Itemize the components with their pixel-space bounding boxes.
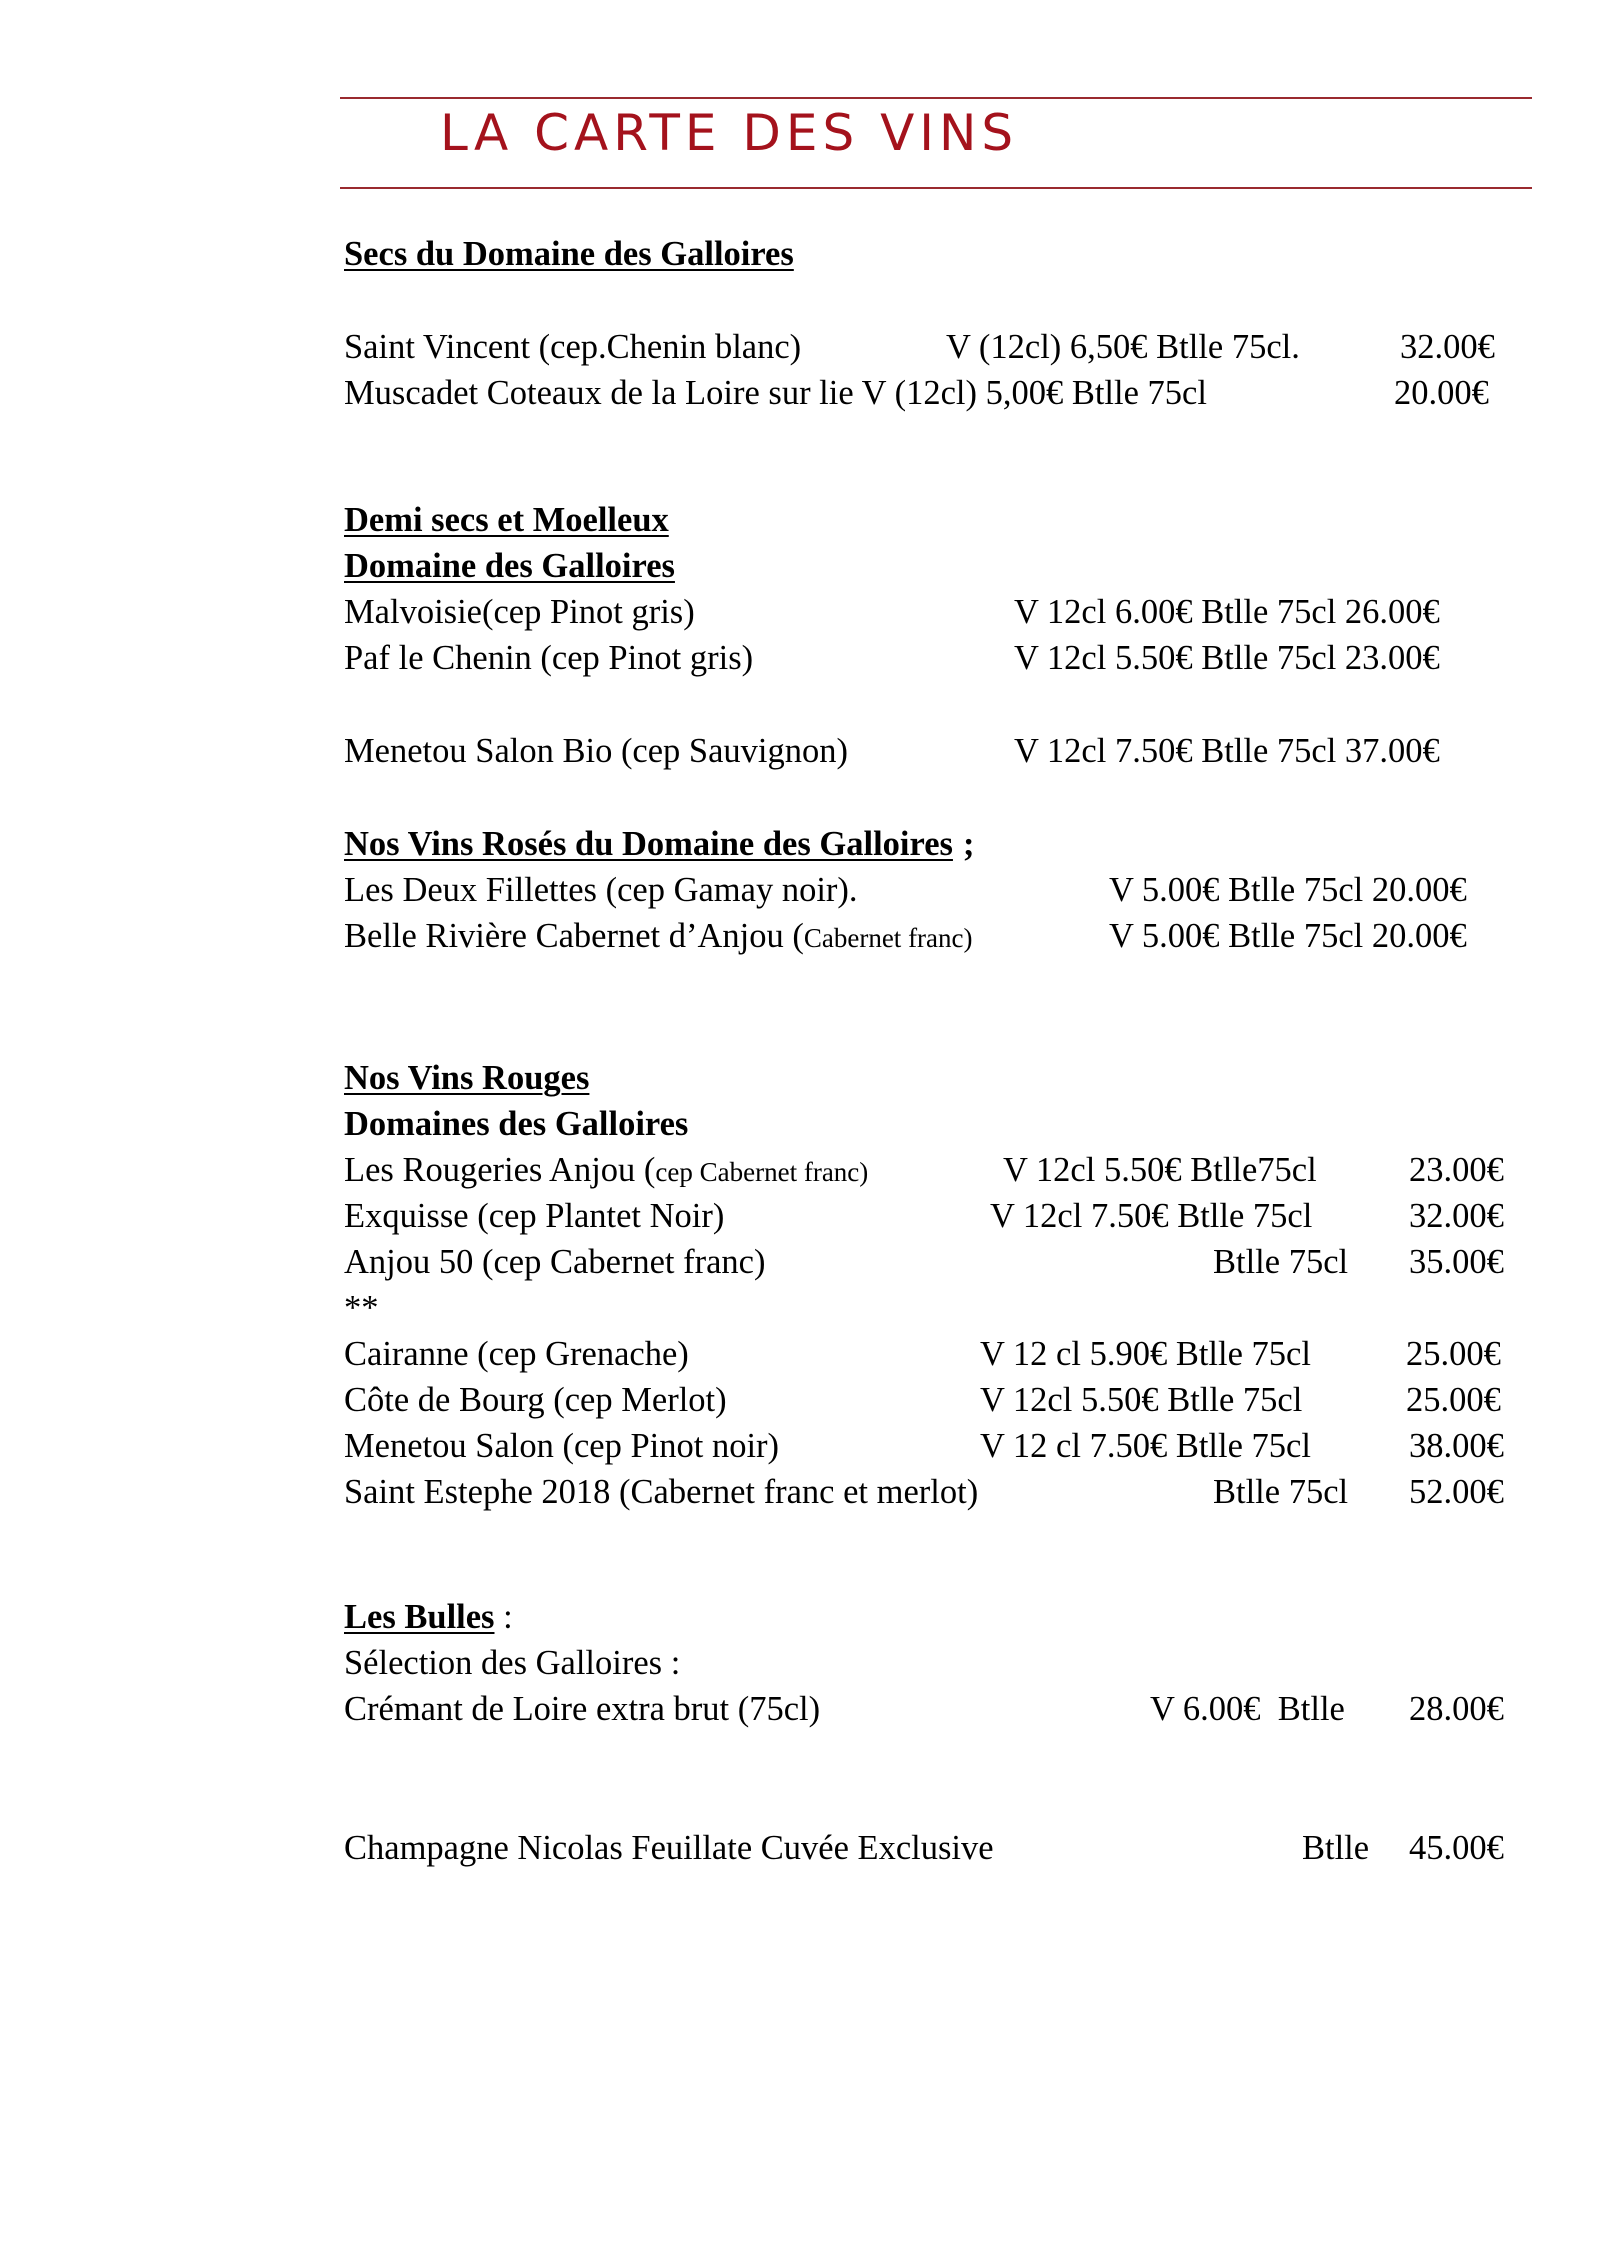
- wine-bottle-price: 38.00€: [1409, 1427, 1504, 1465]
- wine-name: Crémant de Loire extra brut (75cl): [344, 1690, 821, 1728]
- wine-name: Cairanne (cep Grenache): [344, 1335, 689, 1373]
- wine-glass-price: Btlle 75cl: [1213, 1473, 1349, 1511]
- wine-bottle-price: 25.00€: [1406, 1381, 1501, 1419]
- wine-glass-price: V 12cl 7.50€ Btlle 75cl: [990, 1197, 1313, 1235]
- wine-bottle-price: 32.00€: [1400, 328, 1495, 366]
- wine-prices: V 12cl 7.50€ Btlle 75cl 37.00€: [1014, 732, 1440, 770]
- wine-glass-price: Btlle 75cl: [1213, 1243, 1349, 1281]
- section-heading-bulles-text: Les Bulles: [344, 1598, 495, 1636]
- wine-name: Exquisse (cep Plantet Noir): [344, 1197, 725, 1235]
- wine-name: Malvoisie(cep Pinot gris): [344, 593, 695, 631]
- wine-glass-price: V 12 cl 5.90€ Btlle 75cl: [980, 1335, 1311, 1373]
- wine-glass-price: V 12cl 5.50€ Btlle 75cl: [980, 1381, 1303, 1419]
- wine-name-grape: Cabernet franc): [803, 923, 973, 953]
- section-heading-rouges: Nos Vins Rouges: [344, 1059, 590, 1097]
- section-heading-roses-text: Nos Vins Rosés du Domaine des Galloires: [344, 825, 953, 863]
- wine-name: Paf le Chenin (cep Pinot gris): [344, 639, 754, 677]
- section-heading-roses: [344, 824, 974, 864]
- wine-glass-price: V 12cl 5.50€ Btlle75cl: [1003, 1151, 1317, 1189]
- wine-bottle-price: 32.00€: [1409, 1197, 1504, 1235]
- wine-prices: V 5.00€ Btlle 75cl 20.00€: [1109, 871, 1467, 909]
- wine-bottle-price: 35.00€: [1409, 1243, 1504, 1281]
- wine-bottle-price: 45.00€: [1409, 1829, 1504, 1867]
- wine-name: Saint Estephe 2018 (Cabernet franc et merlot): [344, 1473, 979, 1511]
- header-bottom-rule: [340, 187, 1532, 189]
- wine-glass-price: V 6.00€ Btlle: [1150, 1690, 1345, 1728]
- wine-name-grape: cep Cabernet franc): [655, 1157, 869, 1187]
- header-top-rule: [340, 97, 1532, 99]
- wine-name: [344, 916, 973, 958]
- wine-name: Champagne Nicolas Feuillate Cuvée Exclusive: [344, 1829, 994, 1867]
- wine-bottle-price: 52.00€: [1409, 1473, 1504, 1511]
- section-heading-bulles: [344, 1597, 513, 1637]
- wine-bottle-price: 28.00€: [1409, 1690, 1504, 1728]
- wine-name: Menetou Salon (cep Pinot noir): [344, 1427, 780, 1465]
- wine-name: Les Deux Fillettes (cep Gamay noir).: [344, 871, 858, 909]
- page-title: LA CARTE DES VINS: [440, 104, 1019, 162]
- separator-stars: **: [344, 1289, 379, 1327]
- wine-name: Menetou Salon Bio (cep Sauvignon): [344, 732, 849, 770]
- wine-name: Muscadet Coteaux de la Loire sur lie V (12cl) 5,00€ Btlle 75cl: [344, 374, 1207, 412]
- wine-prices: V 12cl 6.00€ Btlle 75cl 26.00€: [1014, 593, 1440, 631]
- wine-name: Côte de Bourg (cep Merlot): [344, 1381, 727, 1419]
- wine-glass-price: V 12 cl 7.50€ Btlle 75cl: [980, 1427, 1311, 1465]
- wine-name-main: Les Rougeries Anjou (: [344, 1151, 656, 1189]
- wine-bottle-price: 25.00€: [1406, 1335, 1501, 1373]
- wine-name: [344, 1150, 868, 1192]
- wine-name-main: Belle Rivière Cabernet d’Anjou (: [344, 917, 804, 955]
- wine-prices: V 5.00€ Btlle 75cl 20.00€: [1109, 917, 1467, 955]
- section-heading-demi-secs: Demi secs et Moelleux: [344, 501, 669, 539]
- wine-bottle-price: 23.00€: [1409, 1151, 1504, 1189]
- section-subheading-demi-secs: Domaine des Galloires: [344, 547, 675, 585]
- section-subline-bulles: Sélection des Galloires :: [344, 1644, 681, 1682]
- section-heading-bulles-suffix: :: [494, 1598, 513, 1636]
- section-heading-roses-suffix: ;: [962, 825, 975, 863]
- wine-name: Saint Vincent (cep.Chenin blanc): [344, 328, 802, 366]
- wine-bottle-price: 20.00€: [1394, 374, 1489, 412]
- wine-glass-price: V (12cl) 6,50€ Btlle 75cl.: [946, 328, 1300, 366]
- section-subheading-rouges: Domaines des Galloires: [344, 1105, 689, 1143]
- wine-name: Anjou 50 (cep Cabernet franc): [344, 1243, 766, 1281]
- section-heading-secs: Secs du Domaine des Galloires: [344, 235, 794, 273]
- wine-prices: V 12cl 5.50€ Btlle 75cl 23.00€: [1014, 639, 1440, 677]
- wine-glass-price: Btlle: [1302, 1829, 1370, 1867]
